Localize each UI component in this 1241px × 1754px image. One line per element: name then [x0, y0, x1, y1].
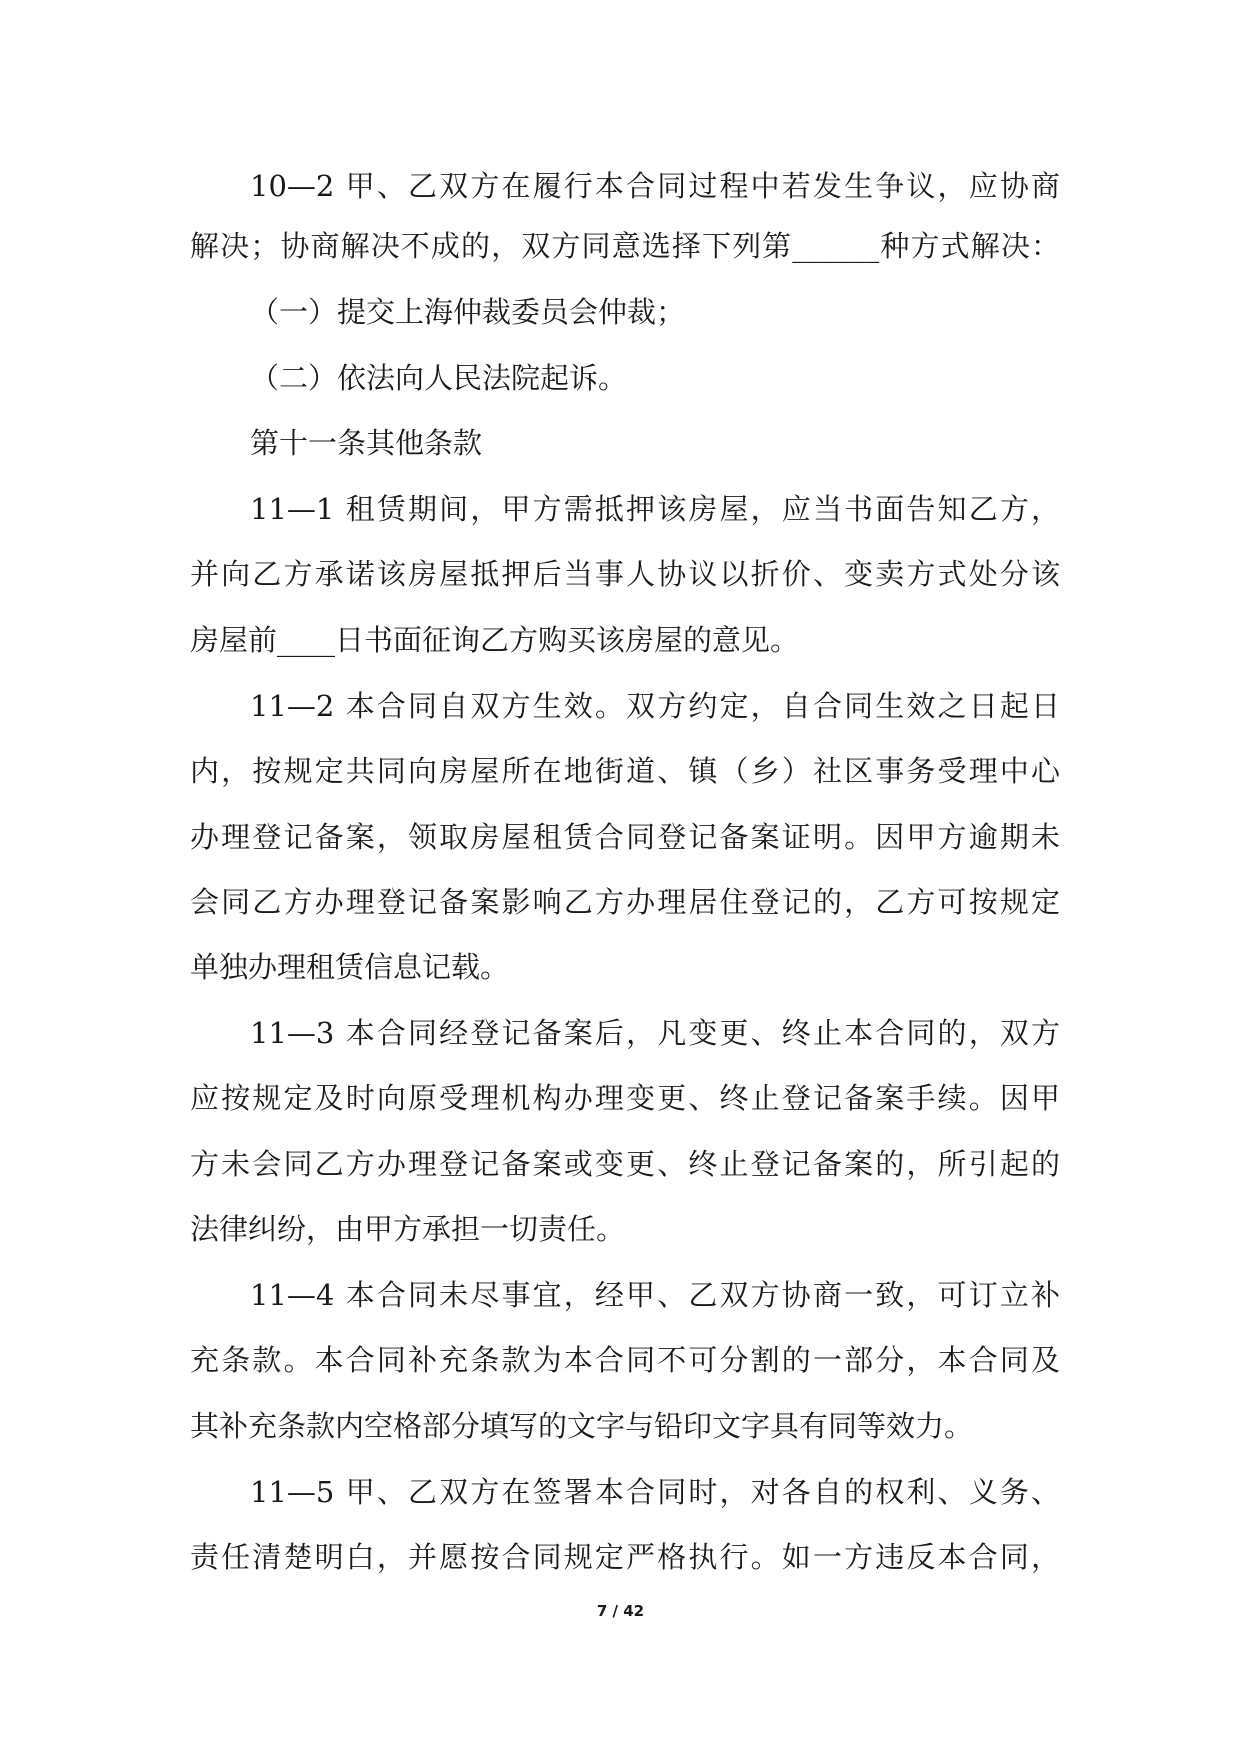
paragraph-line: 11—3 本合同经登记备案后，凡变更、终止本合同的，双方 — [250, 1016, 1060, 1050]
paragraph-line: 办理登记备案，领取房屋租赁合同登记备案证明。因甲方逾期未 — [190, 820, 1060, 854]
paragraph-line: 充条款。本合同补充条款为本合同不可分割的一部分，本合同及 — [190, 1343, 1060, 1377]
paragraph-line: 11—1 租赁期间，甲方需抵押该房屋，应当书面告知乙方， — [250, 492, 1060, 526]
page-number: 7 / 42 — [596, 1602, 645, 1620]
list-item: （二）依法向人民法院起诉。 — [250, 361, 628, 395]
paragraph-line: 并向乙方承诺该房屋抵押后当事人协议以折价、变卖方式处分该 — [190, 557, 1060, 591]
paragraph-line: 11—2 本合同自双方生效。双方约定，自合同生效之日起日 — [250, 689, 1060, 723]
paragraph-line: 11—5 甲、乙双方在签署本合同时，对各自的权利、义务、 — [250, 1475, 1060, 1509]
paragraph-line: 10—2 甲、乙双方在履行本合同过程中若发生争议，应协商 — [250, 169, 1060, 203]
section-heading: 第十一条其他条款 — [250, 426, 483, 460]
paragraph-line: 11—4 本合同未尽事宜，经甲、乙双方协商一致，可订立补 — [250, 1278, 1060, 1312]
paragraph-line: 法律纠纷，由甲方承担一切责任。 — [190, 1212, 626, 1246]
paragraph-line: 会同乙方办理登记备案影响乙方办理居住登记的，乙方可按规定 — [190, 885, 1060, 919]
paragraph-line: 方未会同乙方办理登记备案或变更、终止登记备案的，所引起的 — [190, 1147, 1060, 1181]
paragraph-line: 内，按规定共同向房屋所在地街道、镇（乡）社区事务受理中心 — [190, 754, 1060, 788]
list-item: （一）提交上海仲裁委员会仲裁； — [250, 295, 686, 329]
paragraph-line: 解决；协商解决不成的，双方同意选择下列第______种方式解决： — [190, 229, 1060, 263]
paragraph-line: 其补充条款内空格部分填写的文字与铅印文字具有同等效力。 — [190, 1409, 974, 1443]
paragraph-line: 房屋前____日书面征询乙方购买该房屋的意见。 — [190, 623, 800, 657]
paragraph-line: 应按规定及时向原受理机构办理变更、终止登记备案手续。因甲 — [190, 1081, 1060, 1115]
paragraph-line: 单独办理租赁信息记载。 — [190, 950, 510, 984]
paragraph-line: 责任清楚明白，并愿按合同规定严格执行。如一方违反本合同， — [190, 1540, 1060, 1574]
